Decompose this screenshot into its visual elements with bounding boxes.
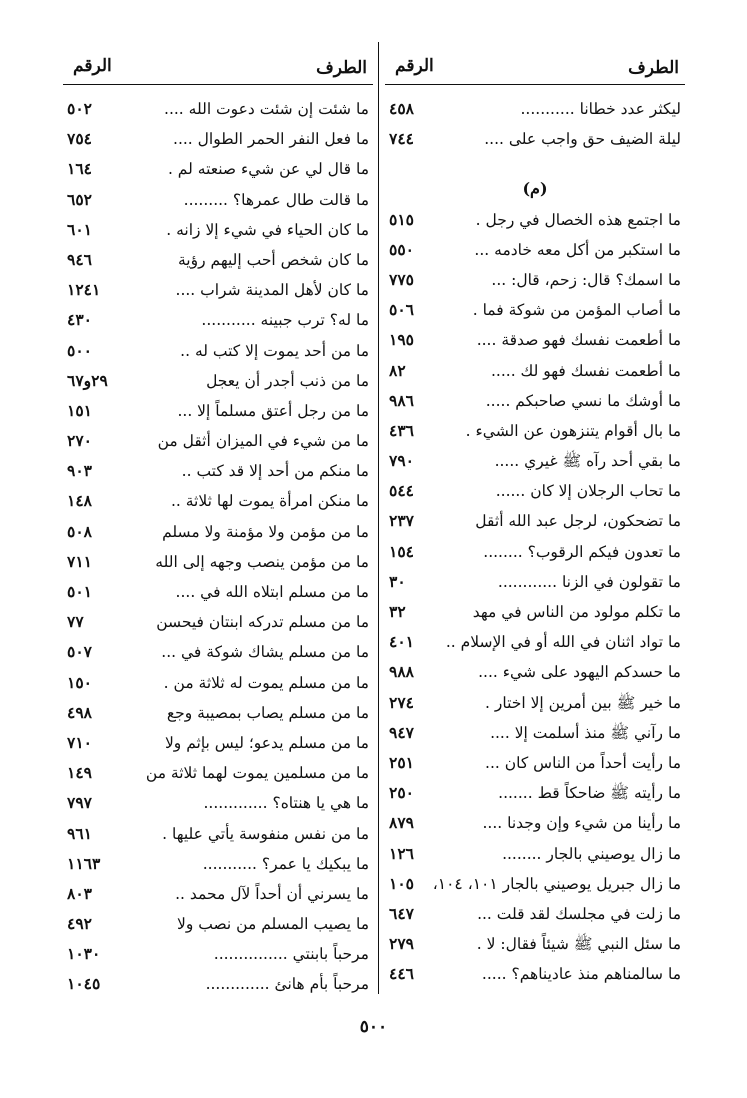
entry-number: ٥٥٠ bbox=[389, 239, 414, 259]
index-entry bbox=[385, 94, 685, 124]
entry-text: ما من مؤمن ولا مؤمنة ولا مسلم bbox=[162, 522, 369, 541]
section-letter: (م) bbox=[522, 179, 548, 199]
index-entry bbox=[63, 336, 373, 366]
entry-number: ٧٩٠ bbox=[389, 451, 414, 471]
entry-number: ١٠٣٠ bbox=[67, 944, 101, 964]
entry-text: ما تواد اثنان في الله أو في الإسلام .. bbox=[445, 633, 681, 652]
entry-number: ٢٥٠ bbox=[389, 783, 414, 803]
entry-number: ٤٤٦ bbox=[389, 964, 414, 984]
entry-text: ما يصيب المسلم من نصب ولا bbox=[177, 915, 369, 934]
entry-text: ما قالت طال عمرها؟ ......... bbox=[183, 190, 369, 209]
index-entry bbox=[63, 154, 373, 184]
entry-number: ٧١٠ bbox=[67, 732, 92, 752]
entry-number: ٨٧٩ bbox=[389, 813, 414, 833]
entry-text: ما من مسلم ابتلاه الله في .... bbox=[175, 583, 369, 601]
index-entry bbox=[385, 476, 685, 506]
entry-text: ما تعدون فيكم الرقوب؟ ........ bbox=[483, 542, 681, 561]
entry-number: ٨٠٣ bbox=[67, 883, 92, 903]
entry-number: ٤٣٦ bbox=[389, 420, 414, 440]
index-entry bbox=[385, 778, 685, 808]
index-entry bbox=[385, 627, 685, 657]
index-entry bbox=[63, 879, 373, 909]
entry-number: ١١٦٣ bbox=[67, 853, 101, 873]
entry-number: ٨٢ bbox=[389, 360, 406, 380]
entry-text: ما هي يا هنتاه؟ ............. bbox=[203, 794, 369, 813]
entry-text: ما استكبر من أكل معه خادمه ... bbox=[474, 240, 681, 259]
index-entry bbox=[385, 416, 685, 446]
entry-number: ١٩٥ bbox=[389, 330, 414, 350]
right-column-rows bbox=[385, 94, 685, 989]
index-entry bbox=[63, 788, 373, 818]
index-entry bbox=[385, 537, 685, 567]
index-entry bbox=[63, 185, 373, 215]
entry-text: مرحباً بأم هانئ ............. bbox=[205, 975, 369, 994]
entry-text: ما أوشك ما نسي صاحبكم ..... bbox=[485, 391, 681, 410]
entry-text: ما بقي أحد رآه ﷺ غيري ..... bbox=[494, 452, 681, 471]
entry-text: مرحباً بابنتي ............... bbox=[213, 945, 369, 964]
index-entry bbox=[63, 215, 373, 245]
entry-text: ما من مسلم يصاب بمصيبة وجع bbox=[166, 703, 369, 722]
index-entry bbox=[63, 637, 373, 667]
entry-number: ٥٠١ bbox=[67, 582, 92, 601]
entry-text: ما من نفس منفوسة يأتي عليها . bbox=[162, 824, 369, 843]
entry-number: ٧٧ bbox=[67, 612, 84, 632]
entry-number: ٥٠٧ bbox=[67, 642, 92, 662]
index-entry bbox=[63, 909, 373, 939]
entry-text: ما سالمناهم منذ عاديناهم؟ ..... bbox=[481, 965, 681, 984]
index-entry bbox=[63, 517, 373, 547]
entry-text: ما اجتمع هذه الخصال في رجل . bbox=[475, 210, 681, 229]
entry-text: ما كان لأهل المدينة شراب .... bbox=[175, 281, 369, 300]
entry-number: ٢٧٩ bbox=[389, 934, 414, 954]
entry-text: ما من مسلم يموت له ثلاثة من . bbox=[163, 673, 369, 692]
entry-number: ٤٥٨ bbox=[389, 99, 414, 118]
entry-number: ٩٦١ bbox=[67, 823, 92, 843]
entry-number: ١٢٦ bbox=[389, 843, 414, 863]
entry-text: ما من مسلمين يموت لهما ثلاثة من bbox=[145, 764, 369, 783]
entry-number: ٥٤٤ bbox=[389, 481, 414, 501]
header-rule bbox=[385, 84, 685, 85]
entry-number: ٤٠١ bbox=[389, 632, 414, 652]
entry-number: ٦٠١ bbox=[67, 219, 92, 239]
header-rule bbox=[63, 84, 373, 85]
entry-number: ٧٥٤ bbox=[67, 129, 92, 149]
entry-text: ما من مسلم تدركه ابنتان فيحسن bbox=[156, 613, 369, 632]
entry-number: ٦٤٧ bbox=[389, 903, 414, 923]
entry-text: ما كان شخص أحب إليهم رؤية bbox=[178, 250, 369, 269]
entry-text: ما من مؤمن ينصب وجهه إلى الله bbox=[155, 552, 369, 571]
index-entry bbox=[63, 758, 373, 788]
entry-number: ٤٩٨ bbox=[67, 702, 92, 722]
entry-number: ٧١١ bbox=[67, 551, 92, 571]
index-entry bbox=[385, 869, 685, 899]
entry-number: ٢٧٤ bbox=[389, 692, 414, 712]
entry-text: ما زلت في مجلسك لقد قلت ... bbox=[477, 904, 681, 923]
index-entry bbox=[63, 124, 373, 154]
index-entry bbox=[385, 265, 685, 295]
index-entry bbox=[63, 969, 373, 999]
entry-number: ٤٣٠ bbox=[67, 310, 92, 330]
entry-text: ما من رجل أعتق مسلماً إلا ... bbox=[177, 401, 369, 420]
entry-text: ما من شيء في الميزان أثقل من bbox=[157, 432, 369, 451]
entry-text: ما بال أقوام يتنزهون عن الشيء . bbox=[465, 421, 681, 440]
index-entry bbox=[385, 356, 685, 386]
index-entry bbox=[63, 819, 373, 849]
index-entry bbox=[385, 597, 685, 627]
entry-text: ما كان الحياء في شيء إلا زانه . bbox=[166, 220, 369, 239]
entry-text: ما أطعمت نفسك فهو لك ..... bbox=[491, 361, 681, 380]
index-entry bbox=[385, 657, 685, 687]
entry-number: ٧٩٧ bbox=[67, 793, 92, 813]
entry-text: ما رأينا من شيء وإن وجدنا .... bbox=[482, 814, 681, 833]
index-entry bbox=[63, 607, 373, 637]
index-entry bbox=[63, 728, 373, 758]
entry-number: ١٠٥ bbox=[389, 873, 414, 893]
left-column-rows bbox=[63, 94, 373, 1000]
entry-text: ما رآني ﷺ منذ أسلمت إلا .... bbox=[490, 723, 681, 742]
left-column bbox=[63, 40, 373, 995]
entry-number: ٤٩٢ bbox=[67, 914, 92, 934]
entry-text: ما زال جبريل يوصيني بالجار ١٠١، ١٠٤، bbox=[432, 874, 681, 893]
index-entry bbox=[385, 899, 685, 929]
entry-text: ما أصاب المؤمن من شوكة فما . bbox=[472, 301, 681, 320]
header-taraf: الطرف bbox=[628, 58, 679, 78]
entry-number: ٩٤٦ bbox=[67, 249, 92, 269]
entry-number: ٥٠٢ bbox=[67, 99, 92, 118]
index-entry bbox=[63, 547, 373, 577]
index-entry bbox=[385, 959, 685, 989]
entry-number: ٢٩و٦٧ bbox=[67, 370, 108, 390]
entry-text: ما منكم من أحد إلا قد كتب .. bbox=[181, 462, 369, 481]
entry-text: ما رأيته ﷺ ضاحكاً قط ....... bbox=[498, 784, 681, 803]
entry-number: ٩٨٦ bbox=[389, 390, 414, 410]
entry-text: ما شئت إن شئت دعوت الله .... bbox=[164, 100, 369, 118]
entry-number: ١٥٤ bbox=[389, 541, 414, 561]
index-entry bbox=[385, 295, 685, 325]
index-entry bbox=[385, 839, 685, 869]
index-entry bbox=[385, 325, 685, 355]
page-number: ٥٠٠ bbox=[359, 1017, 388, 1037]
column-divider bbox=[378, 42, 379, 994]
entry-number: ١٥١ bbox=[67, 400, 92, 420]
section-spacer bbox=[385, 154, 685, 174]
entry-number: ٣٢ bbox=[389, 602, 406, 621]
index-entry bbox=[63, 486, 373, 516]
entry-number: ٢٥١ bbox=[389, 752, 414, 772]
entry-text: ما أطعمت نفسك فهو صدقة .... bbox=[476, 331, 681, 350]
entry-number: ٢٧٠ bbox=[67, 431, 92, 451]
entry-text: ما من أحد يموت إلا كتب له .. bbox=[180, 341, 369, 360]
right-column bbox=[385, 40, 685, 995]
entry-number: ٧٧٥ bbox=[389, 269, 414, 289]
index-entry bbox=[385, 808, 685, 838]
entry-text: ما يبكيك يا عمر؟ ........... bbox=[202, 854, 369, 873]
index-entry bbox=[385, 386, 685, 416]
entry-number: ١٦٤ bbox=[67, 159, 92, 179]
entry-number: ١٠٤٥ bbox=[67, 974, 101, 994]
index-entry bbox=[385, 718, 685, 748]
entry-text: ما تحاب الرجلان إلا كان ...... bbox=[495, 482, 681, 501]
index-entry bbox=[63, 366, 373, 396]
entry-text: ما فعل النفر الحمر الطوال .... bbox=[173, 130, 369, 149]
index-entry bbox=[385, 446, 685, 476]
entry-text: ما له؟ ترب جبينه ........... bbox=[201, 311, 369, 330]
index-entry bbox=[63, 245, 373, 275]
index-entry bbox=[385, 205, 685, 235]
entry-number: ٩٠٣ bbox=[67, 461, 92, 481]
header-raqm: الرقم bbox=[395, 56, 434, 76]
index-entry bbox=[385, 688, 685, 718]
entry-text: ما تقولون في الزنا ............ bbox=[497, 572, 681, 591]
entry-number: ١٤٨ bbox=[67, 491, 92, 511]
entry-text: ما تضحكون، لرجل عبد الله أثقل bbox=[475, 512, 681, 531]
index-entry bbox=[63, 426, 373, 456]
index-entry bbox=[385, 124, 685, 154]
index-entry bbox=[63, 668, 373, 698]
entry-text: ما من مسلم يشاك شوكة في ... bbox=[161, 643, 369, 662]
entry-text: ما زال يوصيني بالجار ........ bbox=[502, 844, 681, 863]
entry-number: ١٢٤١ bbox=[67, 280, 101, 300]
entry-text: ما سئل النبي ﷺ شيئاً فقال: لا . bbox=[476, 935, 681, 954]
entry-text: ليلة الضيف حق واجب على .... bbox=[484, 130, 681, 149]
left-column-header bbox=[63, 40, 373, 86]
index-entry bbox=[385, 506, 685, 536]
entry-text: ما قال لي عن شيء صنعته لم . bbox=[167, 160, 369, 179]
header-raqm: الرقم bbox=[73, 56, 112, 76]
entry-number: ٢٣٧ bbox=[389, 511, 414, 531]
index-entry bbox=[63, 396, 373, 426]
index-entry bbox=[63, 305, 373, 335]
entry-text: ليكثر عدد خطانا ........... bbox=[520, 100, 681, 118]
entry-number: ١٤٩ bbox=[67, 763, 92, 783]
index-entry bbox=[385, 235, 685, 265]
entry-text: ما اسمك؟ قال: زحم، قال: ... bbox=[491, 270, 681, 289]
header-taraf: الطرف bbox=[316, 58, 367, 78]
entry-number: ١٥٠ bbox=[67, 672, 92, 692]
entry-number: ٥١٥ bbox=[389, 209, 414, 229]
index-entry bbox=[63, 456, 373, 486]
entry-text: ما من ذنب أجدر أن يعجل bbox=[206, 371, 369, 390]
entry-number: ٥٠٠ bbox=[67, 340, 92, 360]
entry-text: ما منكن امرأة يموت لها ثلاثة .. bbox=[170, 492, 369, 511]
entry-number: ٦٥٢ bbox=[67, 189, 92, 209]
entry-number: ٣٠ bbox=[389, 571, 406, 591]
index-entry bbox=[63, 849, 373, 879]
entry-text: ما يسرني أن أحداً لآل محمد .. bbox=[175, 884, 369, 903]
index-entry bbox=[63, 94, 373, 124]
entry-text: ما خير ﷺ بين أمرين إلا اختار . bbox=[485, 693, 681, 712]
entry-text: ما من مسلم يدعو؛ ليس بإثم ولا bbox=[164, 733, 369, 752]
entry-number: ٥٠٨ bbox=[67, 521, 92, 541]
entry-text: ما تكلم مولود من الناس في مهد bbox=[472, 603, 681, 621]
entry-number: ٩٨٨ bbox=[389, 662, 414, 682]
entry-text: ما رأيت أحداً من الناس كان ... bbox=[485, 753, 681, 772]
index-entry bbox=[385, 748, 685, 778]
index-entry bbox=[63, 577, 373, 607]
entry-text: ما حسدكم اليهود على شيء .... bbox=[478, 663, 681, 682]
entry-number: ٩٤٧ bbox=[389, 722, 414, 742]
right-column-header bbox=[385, 40, 685, 86]
entry-number: ٧٤٤ bbox=[389, 129, 414, 149]
index-entry bbox=[385, 567, 685, 597]
entry-number: ٥٠٦ bbox=[389, 300, 414, 320]
index-entry bbox=[63, 275, 373, 305]
index-entry bbox=[63, 698, 373, 728]
index-entry bbox=[385, 929, 685, 959]
index-entry bbox=[63, 939, 373, 969]
